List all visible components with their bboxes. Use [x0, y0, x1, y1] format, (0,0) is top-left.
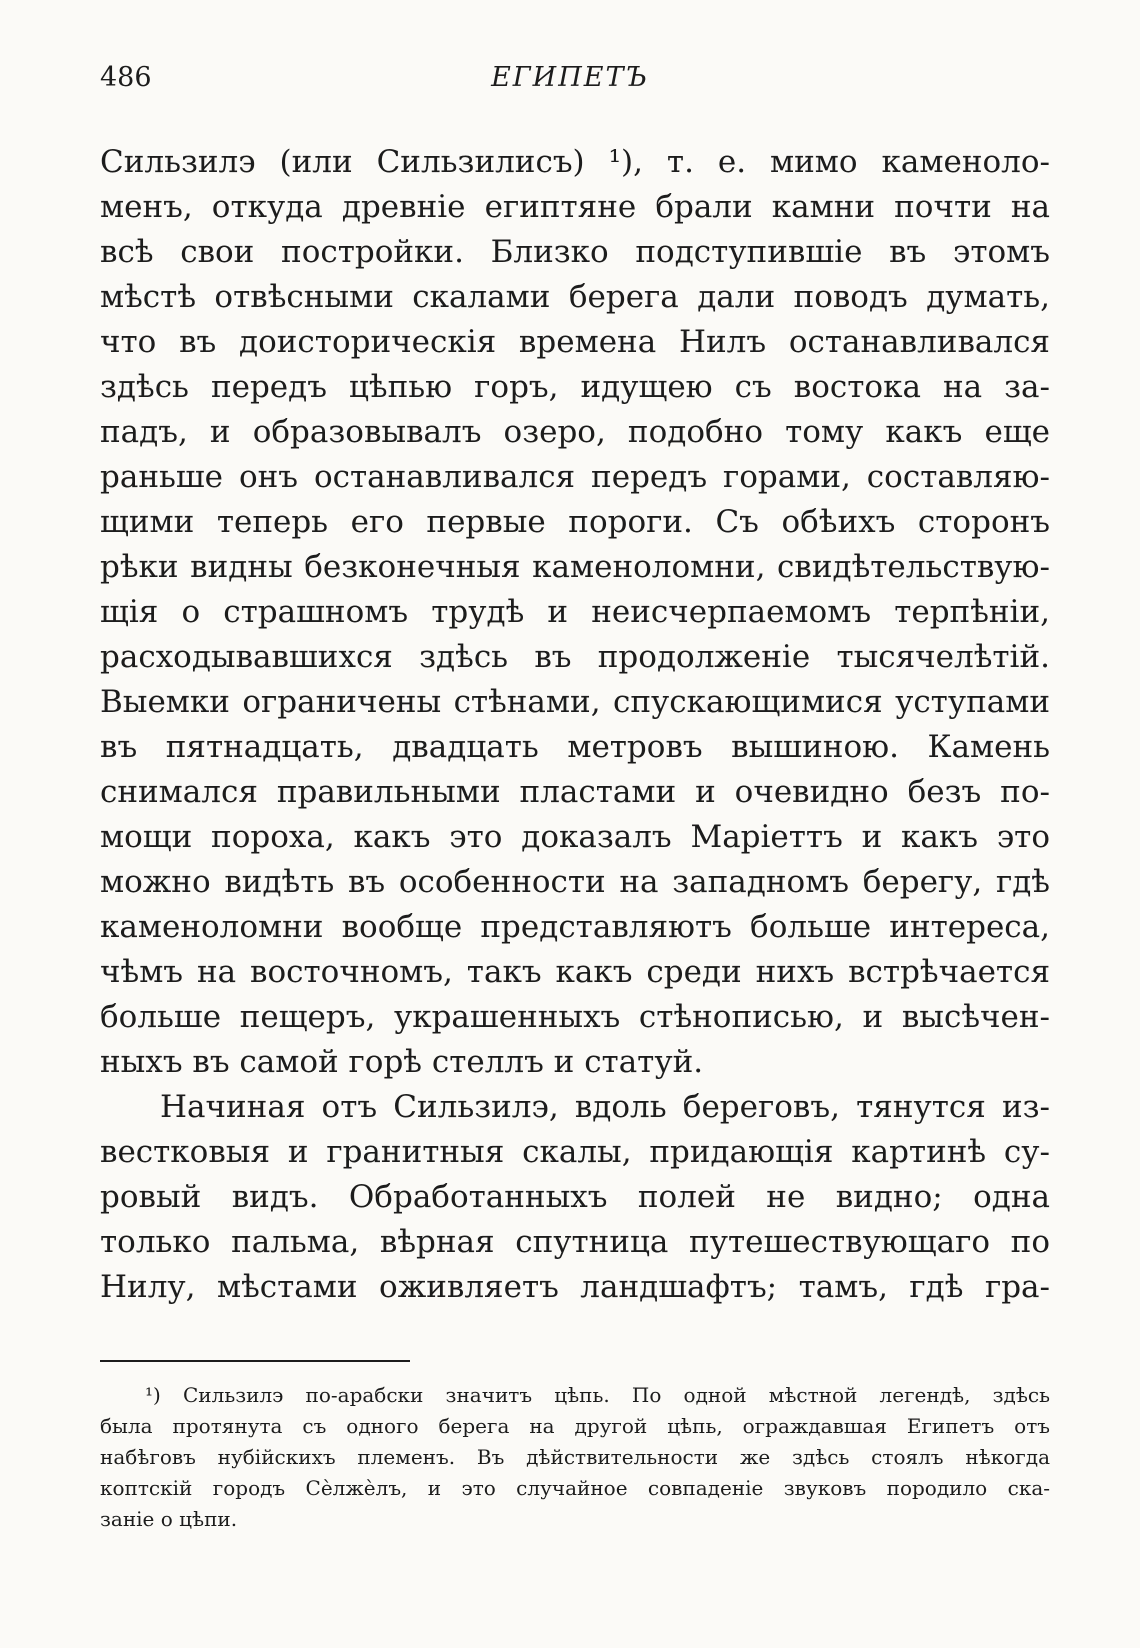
text-line: Сильзилэ (или Сильзилисъ) ¹), т. е. мимо каменоло-	[100, 144, 1050, 180]
footnote-line: заніе о цѣпи.	[100, 1507, 238, 1531]
footnotes	[100, 1380, 1050, 1535]
text-line: вестковыя и гранитныя скалы, придающія картинѣ су-	[100, 1134, 1050, 1170]
text-line: чѣмъ на восточномъ, такъ какъ среди нихъ встрѣчается	[100, 954, 1050, 990]
text-line: Выемки ограничены стѣнами, спускающимися уступами	[100, 684, 1050, 720]
text-line: ныхъ въ самой горѣ стеллъ и статуй.	[100, 1044, 704, 1080]
text-line: мѣстѣ отвѣсными скалами берега дали поводъ думать,	[100, 279, 1050, 315]
text-line: рѣки видны безконечныя каменоломни, свидѣтельствую-	[100, 549, 1050, 585]
text-line: снимался правильными пластами и очевидно безъ по-	[100, 774, 1050, 810]
text-line: можно видѣть въ особенности на западномъ берегу, гдѣ	[100, 864, 1050, 900]
text-line: ровый видъ. Обработанныхъ полей не видно; одна	[100, 1179, 1050, 1215]
footnote-line: ¹) Сильзилэ по-арабски значитъ цѣпь. По одной мѣстной легендѣ, здѣсь	[145, 1383, 1050, 1407]
text-line: падъ, и образовывалъ озеро, подобно тому какъ еще	[100, 414, 1050, 450]
running-title: ЕГИПЕТЪ	[491, 62, 649, 93]
text-line: расходывавшихся здѣсь въ продолженіе тысячелѣтій.	[100, 639, 1050, 675]
text-line: въ пятнадцать, двадцать метровъ вышиною. Камень	[100, 729, 1050, 765]
page-number: 486	[100, 62, 152, 93]
paragraph-start-line: Начиная отъ Сильзилэ, вдоль береговъ, тянутся из-	[160, 1089, 1050, 1125]
footnote-line: набѣговъ нубійскихъ племенъ. Въ дѣйствительности же здѣсь стоялъ нѣкогда	[100, 1445, 1050, 1469]
text-line: щими теперь его первые пороги. Съ обѣихъ сторонъ	[100, 504, 1050, 540]
text-line: щія о страшномъ трудѣ и неисчерпаемомъ терпѣніи,	[100, 594, 1050, 630]
footnote-separator	[100, 1360, 410, 1362]
text-line: только пальма, вѣрная спутница путешествующаго по	[100, 1224, 1050, 1260]
footnote-line: коптскій городъ Сѐлжѐлъ, и это случайное совпаденіе звуковъ породило ска-	[100, 1476, 1050, 1500]
text-line: всѣ свои постройки. Близко подступившіе въ этомъ	[100, 234, 1050, 270]
page-header	[100, 62, 1040, 106]
text-line: больше пещеръ, украшенныхъ стѣнописью, и высѣчен-	[100, 999, 1050, 1035]
footnote-line: была протянута съ одного берега на другой цѣпь, ограждавшая Египетъ отъ	[100, 1414, 1050, 1438]
text-line: каменоломни вообще представляютъ больше интереса,	[100, 909, 1050, 945]
text-line: Нилу, мѣстами оживляетъ ландшафтъ; тамъ, гдѣ гра-	[100, 1269, 1050, 1305]
text-line: здѣсь передъ цѣпью горъ, идущею съ востока на за-	[100, 369, 1050, 405]
main-text	[100, 140, 1050, 1310]
text-line: менъ, откуда древніе египтяне брали камни почти на	[100, 189, 1050, 225]
text-line: мощи пороха, какъ это доказалъ Маріеттъ и какъ это	[100, 819, 1050, 855]
text-line: раньше онъ останавливался передъ горами, составляю-	[100, 459, 1050, 495]
text-line: что въ доисторическія времена Нилъ останавливался	[100, 324, 1050, 360]
